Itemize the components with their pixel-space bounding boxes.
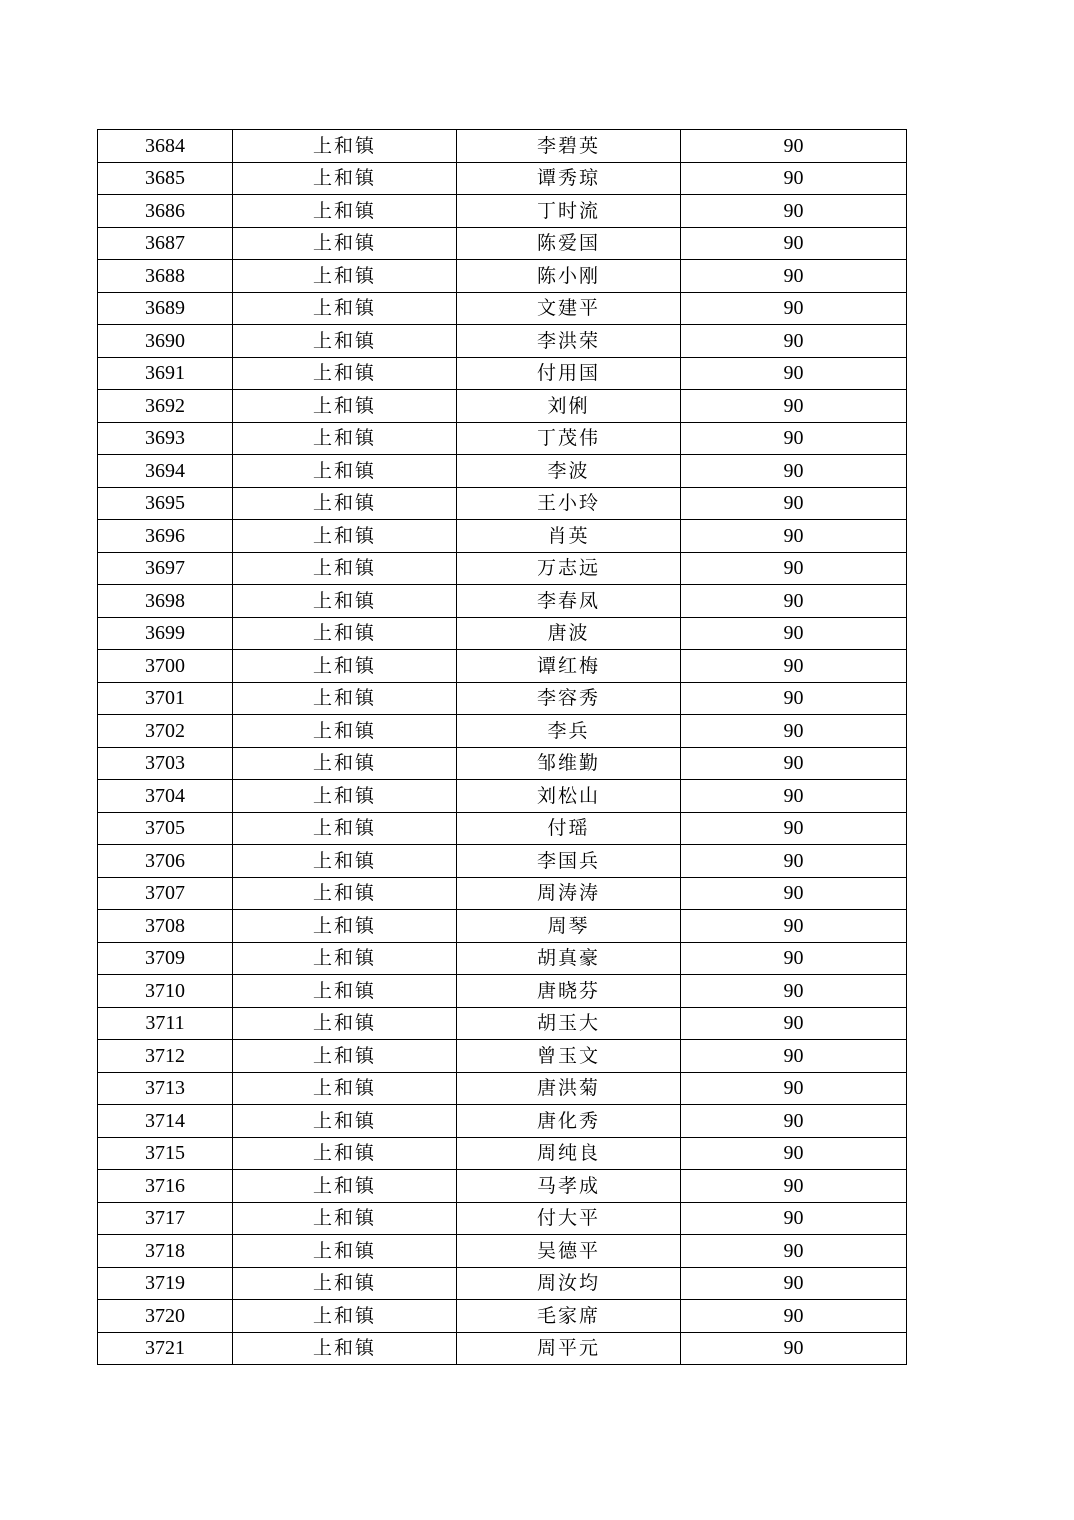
cell-amount: 90 [681, 1137, 907, 1170]
cell-person-name: 李国兵 [457, 845, 681, 878]
cell-amount: 90 [681, 422, 907, 455]
cell-person-name: 李容秀 [457, 682, 681, 715]
cell-amount: 90 [681, 520, 907, 553]
cell-amount: 90 [681, 130, 907, 163]
cell-serial-number: 3692 [98, 390, 233, 423]
cell-amount: 90 [681, 942, 907, 975]
cell-town: 上和镇 [233, 1105, 457, 1138]
cell-town: 上和镇 [233, 910, 457, 943]
table-row [98, 617, 907, 650]
cell-town: 上和镇 [233, 845, 457, 878]
cell-person-name: 王小玲 [457, 487, 681, 520]
table-row [98, 520, 907, 553]
table-row [98, 357, 907, 390]
cell-person-name: 李兵 [457, 715, 681, 748]
table-row [98, 1235, 907, 1268]
cell-town: 上和镇 [233, 390, 457, 423]
table-row [98, 162, 907, 195]
cell-serial-number: 3701 [98, 682, 233, 715]
table-row [98, 845, 907, 878]
cell-serial-number: 3702 [98, 715, 233, 748]
table-row [98, 130, 907, 163]
cell-amount: 90 [681, 975, 907, 1008]
cell-serial-number: 3700 [98, 650, 233, 683]
cell-amount: 90 [681, 292, 907, 325]
cell-town: 上和镇 [233, 227, 457, 260]
cell-amount: 90 [681, 682, 907, 715]
table-row [98, 195, 907, 228]
cell-person-name: 谭红梅 [457, 650, 681, 683]
cell-person-name: 丁茂伟 [457, 422, 681, 455]
table-row [98, 1007, 907, 1040]
cell-amount: 90 [681, 487, 907, 520]
cell-amount: 90 [681, 260, 907, 293]
table-row [98, 1267, 907, 1300]
cell-town: 上和镇 [233, 1300, 457, 1333]
cell-person-name: 肖英 [457, 520, 681, 553]
cell-town: 上和镇 [233, 1267, 457, 1300]
cell-amount: 90 [681, 650, 907, 683]
table-row [98, 487, 907, 520]
cell-serial-number: 3720 [98, 1300, 233, 1333]
cell-serial-number: 3697 [98, 552, 233, 585]
cell-serial-number: 3685 [98, 162, 233, 195]
cell-person-name: 陈小刚 [457, 260, 681, 293]
table-row [98, 260, 907, 293]
cell-amount: 90 [681, 357, 907, 390]
table-row [98, 780, 907, 813]
table-row [98, 1105, 907, 1138]
cell-town: 上和镇 [233, 585, 457, 618]
cell-serial-number: 3686 [98, 195, 233, 228]
cell-person-name: 万志远 [457, 552, 681, 585]
cell-amount: 90 [681, 715, 907, 748]
table-row [98, 975, 907, 1008]
cell-amount: 90 [681, 552, 907, 585]
cell-amount: 90 [681, 195, 907, 228]
cell-amount: 90 [681, 227, 907, 260]
cell-person-name: 刘松山 [457, 780, 681, 813]
cell-town: 上和镇 [233, 325, 457, 358]
cell-person-name: 邹维勤 [457, 747, 681, 780]
table-row [98, 1202, 907, 1235]
cell-amount: 90 [681, 1007, 907, 1040]
cell-serial-number: 3710 [98, 975, 233, 1008]
cell-serial-number: 3690 [98, 325, 233, 358]
cell-town: 上和镇 [233, 715, 457, 748]
cell-serial-number: 3717 [98, 1202, 233, 1235]
table-row [98, 1137, 907, 1170]
cell-serial-number: 3713 [98, 1072, 233, 1105]
cell-amount: 90 [681, 1332, 907, 1365]
cell-serial-number: 3704 [98, 780, 233, 813]
cell-person-name: 付瑶 [457, 812, 681, 845]
cell-person-name: 文建平 [457, 292, 681, 325]
cell-person-name: 唐晓芬 [457, 975, 681, 1008]
cell-town: 上和镇 [233, 1332, 457, 1365]
cell-amount: 90 [681, 1235, 907, 1268]
cell-person-name: 周涛涛 [457, 877, 681, 910]
cell-amount: 90 [681, 812, 907, 845]
cell-town: 上和镇 [233, 942, 457, 975]
table-row [98, 942, 907, 975]
cell-town: 上和镇 [233, 1007, 457, 1040]
cell-serial-number: 3709 [98, 942, 233, 975]
table-row [98, 1072, 907, 1105]
table-row [98, 325, 907, 358]
cell-person-name: 谭秀琼 [457, 162, 681, 195]
cell-amount: 90 [681, 585, 907, 618]
cell-town: 上和镇 [233, 455, 457, 488]
cell-serial-number: 3684 [98, 130, 233, 163]
table-row [98, 227, 907, 260]
cell-serial-number: 3715 [98, 1137, 233, 1170]
cell-town: 上和镇 [233, 1202, 457, 1235]
cell-serial-number: 3721 [98, 1332, 233, 1365]
cell-town: 上和镇 [233, 1072, 457, 1105]
cell-town: 上和镇 [233, 975, 457, 1008]
table-row [98, 747, 907, 780]
cell-town: 上和镇 [233, 487, 457, 520]
cell-amount: 90 [681, 1170, 907, 1203]
table-row [98, 1332, 907, 1365]
cell-amount: 90 [681, 325, 907, 358]
roster-table [97, 129, 907, 1365]
cell-amount: 90 [681, 162, 907, 195]
roster-table-body [98, 130, 907, 1365]
cell-town: 上和镇 [233, 617, 457, 650]
cell-amount: 90 [681, 617, 907, 650]
cell-serial-number: 3719 [98, 1267, 233, 1300]
cell-amount: 90 [681, 1202, 907, 1235]
cell-person-name: 唐波 [457, 617, 681, 650]
table-row [98, 650, 907, 683]
table-row [98, 715, 907, 748]
cell-town: 上和镇 [233, 130, 457, 163]
cell-person-name: 吴德平 [457, 1235, 681, 1268]
table-row [98, 390, 907, 423]
cell-town: 上和镇 [233, 682, 457, 715]
cell-person-name: 曾玉文 [457, 1040, 681, 1073]
cell-person-name: 付大平 [457, 1202, 681, 1235]
cell-person-name: 周平元 [457, 1332, 681, 1365]
cell-town: 上和镇 [233, 1040, 457, 1073]
cell-amount: 90 [681, 1105, 907, 1138]
cell-person-name: 胡玉大 [457, 1007, 681, 1040]
cell-serial-number: 3696 [98, 520, 233, 553]
cell-person-name: 周汝均 [457, 1267, 681, 1300]
cell-town: 上和镇 [233, 520, 457, 553]
cell-serial-number: 3718 [98, 1235, 233, 1268]
table-row [98, 910, 907, 943]
cell-serial-number: 3693 [98, 422, 233, 455]
cell-serial-number: 3705 [98, 812, 233, 845]
table-row [98, 455, 907, 488]
cell-town: 上和镇 [233, 260, 457, 293]
cell-serial-number: 3699 [98, 617, 233, 650]
cell-serial-number: 3714 [98, 1105, 233, 1138]
table-row [98, 1300, 907, 1333]
table-row [98, 292, 907, 325]
cell-town: 上和镇 [233, 747, 457, 780]
cell-town: 上和镇 [233, 1170, 457, 1203]
cell-serial-number: 3703 [98, 747, 233, 780]
cell-town: 上和镇 [233, 552, 457, 585]
cell-person-name: 毛家席 [457, 1300, 681, 1333]
table-row [98, 1170, 907, 1203]
cell-town: 上和镇 [233, 877, 457, 910]
cell-serial-number: 3695 [98, 487, 233, 520]
cell-person-name: 唐化秀 [457, 1105, 681, 1138]
cell-town: 上和镇 [233, 812, 457, 845]
cell-amount: 90 [681, 1040, 907, 1073]
cell-amount: 90 [681, 910, 907, 943]
cell-town: 上和镇 [233, 292, 457, 325]
cell-person-name: 周琴 [457, 910, 681, 943]
cell-person-name: 李洪荣 [457, 325, 681, 358]
table-row [98, 422, 907, 455]
cell-amount: 90 [681, 780, 907, 813]
cell-person-name: 丁时流 [457, 195, 681, 228]
cell-serial-number: 3716 [98, 1170, 233, 1203]
cell-amount: 90 [681, 455, 907, 488]
cell-amount: 90 [681, 747, 907, 780]
cell-person-name: 李波 [457, 455, 681, 488]
cell-town: 上和镇 [233, 1137, 457, 1170]
cell-person-name: 付用国 [457, 357, 681, 390]
cell-person-name: 周纯良 [457, 1137, 681, 1170]
cell-town: 上和镇 [233, 162, 457, 195]
cell-serial-number: 3694 [98, 455, 233, 488]
cell-amount: 90 [681, 1072, 907, 1105]
table-row [98, 812, 907, 845]
cell-town: 上和镇 [233, 195, 457, 228]
cell-serial-number: 3706 [98, 845, 233, 878]
cell-amount: 90 [681, 1267, 907, 1300]
cell-person-name: 李碧英 [457, 130, 681, 163]
table-row [98, 585, 907, 618]
cell-serial-number: 3707 [98, 877, 233, 910]
table-row [98, 877, 907, 910]
cell-person-name: 胡真豪 [457, 942, 681, 975]
cell-serial-number: 3711 [98, 1007, 233, 1040]
cell-town: 上和镇 [233, 780, 457, 813]
cell-serial-number: 3712 [98, 1040, 233, 1073]
cell-amount: 90 [681, 877, 907, 910]
cell-amount: 90 [681, 1300, 907, 1333]
cell-serial-number: 3691 [98, 357, 233, 390]
cell-person-name: 唐洪菊 [457, 1072, 681, 1105]
cell-town: 上和镇 [233, 650, 457, 683]
cell-serial-number: 3698 [98, 585, 233, 618]
cell-town: 上和镇 [233, 1235, 457, 1268]
table-row [98, 1040, 907, 1073]
cell-amount: 90 [681, 845, 907, 878]
table-row [98, 682, 907, 715]
document-page [97, 129, 906, 1365]
cell-person-name: 马孝成 [457, 1170, 681, 1203]
cell-town: 上和镇 [233, 357, 457, 390]
cell-person-name: 刘俐 [457, 390, 681, 423]
cell-person-name: 陈爱国 [457, 227, 681, 260]
table-row [98, 552, 907, 585]
cell-serial-number: 3689 [98, 292, 233, 325]
cell-serial-number: 3708 [98, 910, 233, 943]
cell-serial-number: 3687 [98, 227, 233, 260]
cell-amount: 90 [681, 390, 907, 423]
cell-town: 上和镇 [233, 422, 457, 455]
cell-serial-number: 3688 [98, 260, 233, 293]
cell-person-name: 李春凤 [457, 585, 681, 618]
